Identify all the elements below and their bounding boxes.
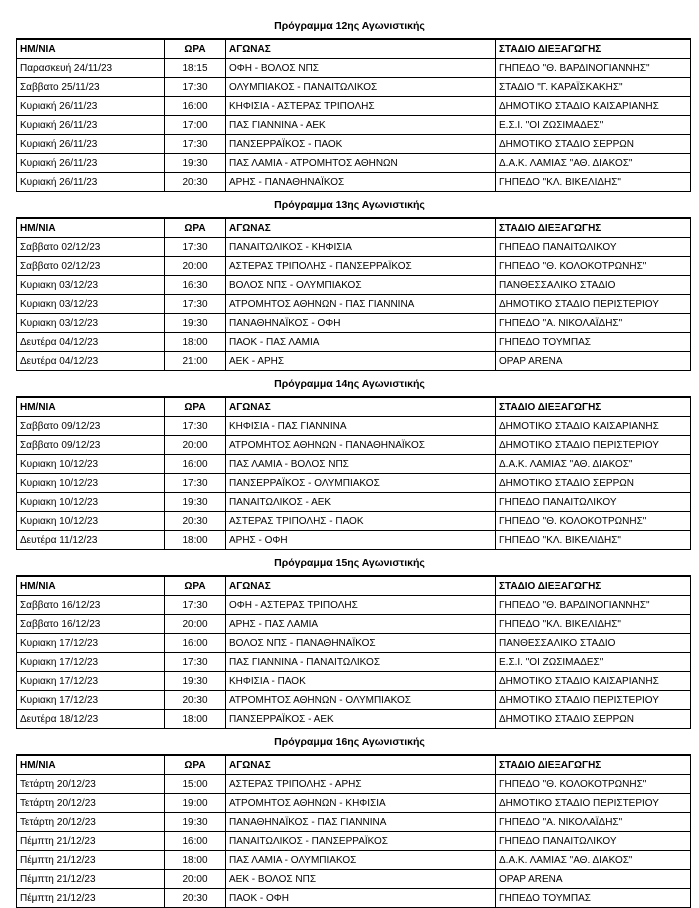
header-stadium: ΣΤΑΔΙΟ ΔΙΕΞΑΓΩΓΗΣ <box>496 397 691 417</box>
cell-date: Κυριακή 26/11/23 <box>17 154 165 173</box>
cell-time: 17:30 <box>165 135 226 154</box>
cell-time: 16:00 <box>165 455 226 474</box>
cell-stadium: ΔΗΜΟΤΙΚΟ ΣΤΑΔΙΟ ΣΕΡΡΩΝ <box>496 474 691 493</box>
cell-time: 19:30 <box>165 314 226 333</box>
header-row <box>17 576 691 596</box>
cell-time: 18:00 <box>165 710 226 729</box>
cell-time: 18:00 <box>165 531 226 550</box>
cell-date: Τετάρτη 20/12/23 <box>17 775 165 794</box>
cell-match: ΑΤΡΟΜΗΤΟΣ ΑΘΗΝΩΝ - ΚΗΦΙΣΙΑ <box>226 794 496 813</box>
table-row <box>17 615 691 634</box>
schedule-table <box>16 217 691 371</box>
header-match: ΑΓΩΝΑΣ <box>226 218 496 238</box>
header-date: ΗΜ/ΝΙΑ <box>17 755 165 775</box>
cell-time: 17:00 <box>165 116 226 135</box>
cell-date: Κυριακή 26/11/23 <box>17 135 165 154</box>
cell-match: ΚΗΦΙΣΙΑ - ΑΣΤΕΡΑΣ ΤΡΙΠΟΛΗΣ <box>226 97 496 116</box>
cell-stadium: ΓΗΠΕΔΟ "Θ. ΚΟΛΟΚΟΤΡΩΝΗΣ" <box>496 775 691 794</box>
cell-time: 15:00 <box>165 775 226 794</box>
cell-date: Κυριακη 03/12/23 <box>17 314 165 333</box>
table-row <box>17 870 691 889</box>
header-stadium: ΣΤΑΔΙΟ ΔΙΕΞΑΓΩΓΗΣ <box>496 576 691 596</box>
table-row <box>17 238 691 257</box>
cell-date: Πέμπτη 21/12/23 <box>17 832 165 851</box>
round-section <box>0 193 699 371</box>
cell-stadium: Δ.Α.Κ. ΛΑΜΙΑΣ "ΑΘ. ΔΙΑΚΟΣ" <box>496 455 691 474</box>
table-row <box>17 135 691 154</box>
cell-time: 19:30 <box>165 672 226 691</box>
cell-date: Κυριακη 17/12/23 <box>17 634 165 653</box>
cell-date: Κυριακή 26/11/23 <box>17 116 165 135</box>
header-date: ΗΜ/ΝΙΑ <box>17 397 165 417</box>
header-date: ΗΜ/ΝΙΑ <box>17 39 165 59</box>
cell-match: ΑΤΡΟΜΗΤΟΣ ΑΘΗΝΩΝ - ΟΛΥΜΠΙΑΚΟΣ <box>226 691 496 710</box>
round-title: Πρόγραμμα 15ης Αγωνιστικής <box>274 557 425 569</box>
cell-date: Σαββατο 02/12/23 <box>17 257 165 276</box>
table-row <box>17 775 691 794</box>
cell-time: 16:00 <box>165 832 226 851</box>
table-row <box>17 851 691 870</box>
table-row <box>17 832 691 851</box>
header-stadium: ΣΤΑΔΙΟ ΔΙΕΞΑΓΩΓΗΣ <box>496 39 691 59</box>
cell-date: Κυριακή 26/11/23 <box>17 173 165 192</box>
cell-time: 20:00 <box>165 870 226 889</box>
cell-time: 16:00 <box>165 97 226 116</box>
cell-date: Σαββατο 09/12/23 <box>17 436 165 455</box>
cell-stadium: ΓΗΠΕΔΟ ΠΑΝΑΙΤΩΛΙΚΟΥ <box>496 493 691 512</box>
cell-match: ΠΑΝΑΙΤΩΛΙΚΟΣ - ΚΗΦΙΣΙΑ <box>226 238 496 257</box>
cell-date: Κυριακη 03/12/23 <box>17 295 165 314</box>
cell-time: 20:30 <box>165 889 226 908</box>
cell-time: 19:30 <box>165 493 226 512</box>
cell-stadium: OPAP ARENA <box>496 870 691 889</box>
cell-date: Κυριακή 26/11/23 <box>17 97 165 116</box>
cell-stadium: ΔΗΜΟΤΙΚΟ ΣΤΑΔΙΟ ΠΕΡΙΣΤΕΡΙΟΥ <box>496 794 691 813</box>
cell-stadium: ΓΗΠΕΔΟ "Θ. ΒΑΡΔΙΝΟΓΙΑΝΝΗΣ" <box>496 596 691 615</box>
cell-date: Κυριακη 17/12/23 <box>17 653 165 672</box>
schedule-table <box>16 38 691 192</box>
table-row <box>17 333 691 352</box>
cell-stadium: ΓΗΠΕΔΟ ΠΑΝΑΙΤΩΛΙΚΟΥ <box>496 238 691 257</box>
cell-match: ΠΑΣ ΓΙΑΝΝΙΝΑ - ΠΑΝΑΙΤΩΛΙΚΟΣ <box>226 653 496 672</box>
table-row <box>17 314 691 333</box>
header-date: ΗΜ/ΝΙΑ <box>17 576 165 596</box>
cell-stadium: ΔΗΜΟΤΙΚΟ ΣΤΑΔΙΟ ΣΕΡΡΩΝ <box>496 135 691 154</box>
cell-match: ΟΛΥΜΠΙΑΚΟΣ - ΠΑΝΑΙΤΩΛΙΚΟΣ <box>226 78 496 97</box>
header-time: ΩΡΑ <box>165 39 226 59</box>
round-section <box>0 372 699 550</box>
cell-stadium: Δ.Α.Κ. ΛΑΜΙΑΣ "ΑΘ. ΔΙΑΚΟΣ" <box>496 154 691 173</box>
cell-date: Κυριακη 17/12/23 <box>17 672 165 691</box>
table-row <box>17 97 691 116</box>
round-section <box>0 14 699 192</box>
table-row <box>17 352 691 371</box>
cell-stadium: ΠΑΝΘΕΣΣΑΛΙΚΟ ΣΤΑΔΙΟ <box>496 276 691 295</box>
cell-time: 20:30 <box>165 691 226 710</box>
cell-date: Δευτέρα 04/12/23 <box>17 333 165 352</box>
table-row <box>17 813 691 832</box>
table-row <box>17 417 691 436</box>
header-row <box>17 397 691 417</box>
header-stadium: ΣΤΑΔΙΟ ΔΙΕΞΑΓΩΓΗΣ <box>496 755 691 775</box>
table-row <box>17 154 691 173</box>
cell-match: ΚΗΦΙΣΙΑ - ΠΑΟΚ <box>226 672 496 691</box>
cell-stadium: ΓΗΠΕΔΟ "Θ. ΚΟΛΟΚΟΤΡΩΝΗΣ" <box>496 512 691 531</box>
cell-date: Παρασκευή 24/11/23 <box>17 59 165 78</box>
cell-time: 18:00 <box>165 851 226 870</box>
header-match: ΑΓΩΝΑΣ <box>226 576 496 596</box>
cell-time: 16:00 <box>165 634 226 653</box>
cell-date: Κυριακη 10/12/23 <box>17 512 165 531</box>
cell-match: ΠΑΟΚ - ΟΦΗ <box>226 889 496 908</box>
cell-stadium: ΓΗΠΕΔΟ "ΚΛ. ΒΙΚΕΛΙΔΗΣ" <box>496 615 691 634</box>
cell-time: 17:30 <box>165 596 226 615</box>
cell-time: 20:30 <box>165 173 226 192</box>
cell-stadium: ΔΗΜΟΤΙΚΟ ΣΤΑΔΙΟ ΣΕΡΡΩΝ <box>496 710 691 729</box>
cell-match: ΟΦΗ - ΑΣΤΕΡΑΣ ΤΡΙΠΟΛΗΣ <box>226 596 496 615</box>
cell-match: ΑΕΚ - ΑΡΗΣ <box>226 352 496 371</box>
cell-stadium: ΔΗΜΟΤΙΚΟ ΣΤΑΔΙΟ ΚΑΙΣΑΡΙΑΝΗΣ <box>496 417 691 436</box>
cell-time: 19:30 <box>165 813 226 832</box>
cell-match: ΠΑΣ ΛΑΜΙΑ - ΟΛΥΜΠΙΑΚΟΣ <box>226 851 496 870</box>
cell-match: ΠΑΝΣΕΡΡΑΪΚΟΣ - ΠΑΟΚ <box>226 135 496 154</box>
table-row <box>17 59 691 78</box>
cell-stadium: ΠΑΝΘΕΣΣΑΛΙΚΟ ΣΤΑΔΙΟ <box>496 634 691 653</box>
cell-date: Κυριακη 03/12/23 <box>17 276 165 295</box>
round-section <box>0 730 699 908</box>
schedule-table <box>16 754 691 908</box>
cell-match: ΠΑΝΑΙΤΩΛΙΚΟΣ - ΠΑΝΣΕΡΡΑΪΚΟΣ <box>226 832 496 851</box>
cell-stadium: ΓΗΠΕΔΟ ΤΟΥΜΠΑΣ <box>496 333 691 352</box>
cell-date: Τετάρτη 20/12/23 <box>17 794 165 813</box>
cell-time: 20:30 <box>165 512 226 531</box>
cell-stadium: ΔΗΜΟΤΙΚΟ ΣΤΑΔΙΟ ΠΕΡΙΣΤΕΡΙΟΥ <box>496 436 691 455</box>
cell-stadium: ΔΗΜΟΤΙΚΟ ΣΤΑΔΙΟ ΠΕΡΙΣΤΕΡΙΟΥ <box>496 691 691 710</box>
header-row <box>17 39 691 59</box>
cell-match: ΑΤΡΟΜΗΤΟΣ ΑΘΗΝΩΝ - ΠΑΝΑΘΗΝΑΪΚΟΣ <box>226 436 496 455</box>
cell-time: 20:00 <box>165 615 226 634</box>
cell-stadium: ΔΗΜΟΤΙΚΟ ΣΤΑΔΙΟ ΚΑΙΣΑΡΙΑΝΗΣ <box>496 97 691 116</box>
cell-time: 20:00 <box>165 436 226 455</box>
cell-match: ΒΟΛΟΣ ΝΠΣ - ΠΑΝΑΘΗΝΑΪΚΟΣ <box>226 634 496 653</box>
cell-stadium: ΔΗΜΟΤΙΚΟ ΣΤΑΔΙΟ ΠΕΡΙΣΤΕΡΙΟΥ <box>496 295 691 314</box>
cell-time: 20:00 <box>165 257 226 276</box>
cell-time: 16:30 <box>165 276 226 295</box>
header-row <box>17 218 691 238</box>
cell-date: Σαββατο 25/11/23 <box>17 78 165 97</box>
cell-stadium: ΓΗΠΕΔΟ "ΚΛ. ΒΙΚΕΛΙΔΗΣ" <box>496 173 691 192</box>
cell-match: ΠΑΣ ΓΙΑΝΝΙΝΑ - ΑΕΚ <box>226 116 496 135</box>
cell-date: Κυριακη 17/12/23 <box>17 691 165 710</box>
cell-match: ΠΑΝΣΕΡΡΑΪΚΟΣ - ΑΕΚ <box>226 710 496 729</box>
round-title: Πρόγραμμα 12ης Αγωνιστικής <box>274 20 425 32</box>
cell-match: ΒΟΛΟΣ ΝΠΣ - ΟΛΥΜΠΙΑΚΟΣ <box>226 276 496 295</box>
cell-time: 17:30 <box>165 238 226 257</box>
table-row <box>17 116 691 135</box>
cell-stadium: ΓΗΠΕΔΟ "Α. ΝΙΚΟΛΑΪΔΗΣ" <box>496 813 691 832</box>
round-title: Πρόγραμμα 14ης Αγωνιστικής <box>274 378 425 390</box>
cell-match: ΑΡΗΣ - ΟΦΗ <box>226 531 496 550</box>
cell-match: ΚΗΦΙΣΙΑ - ΠΑΣ ΓΙΑΝΝΙΝΑ <box>226 417 496 436</box>
table-row <box>17 276 691 295</box>
cell-stadium: ΓΗΠΕΔΟ "ΚΛ. ΒΙΚΕΛΙΔΗΣ" <box>496 531 691 550</box>
cell-date: Πέμπτη 21/12/23 <box>17 851 165 870</box>
round-title: Πρόγραμμα 16ης Αγωνιστικής <box>274 736 425 748</box>
cell-match: ΑΣΤΕΡΑΣ ΤΡΙΠΟΛΗΣ - ΑΡΗΣ <box>226 775 496 794</box>
cell-time: 17:30 <box>165 295 226 314</box>
table-row <box>17 889 691 908</box>
cell-stadium: ΓΗΠΕΔΟ "Θ. ΚΟΛΟΚΟΤΡΩΝΗΣ" <box>496 257 691 276</box>
cell-time: 18:00 <box>165 333 226 352</box>
cell-date: Δευτέρα 18/12/23 <box>17 710 165 729</box>
table-row <box>17 596 691 615</box>
cell-date: Σαββατο 09/12/23 <box>17 417 165 436</box>
cell-time: 17:30 <box>165 417 226 436</box>
cell-date: Σαββατο 16/12/23 <box>17 615 165 634</box>
cell-match: ΠΑΟΚ - ΠΑΣ ΛΑΜΙΑ <box>226 333 496 352</box>
cell-match: ΑΡΗΣ - ΠΑΝΑΘΗΝΑΪΚΟΣ <box>226 173 496 192</box>
header-match: ΑΓΩΝΑΣ <box>226 755 496 775</box>
table-row <box>17 295 691 314</box>
cell-match: ΑΕΚ - ΒΟΛΟΣ ΝΠΣ <box>226 870 496 889</box>
cell-stadium: ΓΗΠΕΔΟ ΠΑΝΑΙΤΩΛΙΚΟΥ <box>496 832 691 851</box>
cell-match: ΑΣΤΕΡΑΣ ΤΡΙΠΟΛΗΣ - ΠΑΝΣΕΡΡΑΪΚΟΣ <box>226 257 496 276</box>
table-row <box>17 691 691 710</box>
cell-match: ΠΑΝΑΙΤΩΛΙΚΟΣ - ΑΕΚ <box>226 493 496 512</box>
table-row <box>17 173 691 192</box>
cell-date: Κυριακη 10/12/23 <box>17 474 165 493</box>
cell-date: Πέμπτη 21/12/23 <box>17 889 165 908</box>
header-row <box>17 755 691 775</box>
header-stadium: ΣΤΑΔΙΟ ΔΙΕΞΑΓΩΓΗΣ <box>496 218 691 238</box>
cell-date: Σαββατο 16/12/23 <box>17 596 165 615</box>
cell-stadium: ΓΗΠΕΔΟ "Α. ΝΙΚΟΛΑΪΔΗΣ" <box>496 314 691 333</box>
cell-time: 21:00 <box>165 352 226 371</box>
cell-time: 19:00 <box>165 794 226 813</box>
cell-date: Δευτέρα 04/12/23 <box>17 352 165 371</box>
table-row <box>17 257 691 276</box>
cell-time: 17:30 <box>165 474 226 493</box>
cell-date: Τετάρτη 20/12/23 <box>17 813 165 832</box>
header-time: ΩΡΑ <box>165 576 226 596</box>
table-row <box>17 512 691 531</box>
cell-stadium: ΣΤΑΔΙΟ "Γ. ΚΑΡΑΪΣΚΑΚΗΣ" <box>496 78 691 97</box>
round-title: Πρόγραμμα 13ης Αγωνιστικής <box>274 199 425 211</box>
table-row <box>17 493 691 512</box>
table-row <box>17 710 691 729</box>
table-row <box>17 436 691 455</box>
cell-stadium: OPAP ARENA <box>496 352 691 371</box>
cell-time: 18:15 <box>165 59 226 78</box>
table-row <box>17 672 691 691</box>
cell-match: ΑΡΗΣ - ΠΑΣ ΛΑΜΙΑ <box>226 615 496 634</box>
cell-stadium: ΔΗΜΟΤΙΚΟ ΣΤΑΔΙΟ ΚΑΙΣΑΡΙΑΝΗΣ <box>496 672 691 691</box>
header-time: ΩΡΑ <box>165 397 226 417</box>
header-time: ΩΡΑ <box>165 218 226 238</box>
table-row <box>17 455 691 474</box>
cell-match: ΠΑΝΑΘΗΝΑΪΚΟΣ - ΟΦΗ <box>226 314 496 333</box>
cell-match: ΠΑΝΑΘΗΝΑΪΚΟΣ - ΠΑΣ ΓΙΑΝΝΙΝΑ <box>226 813 496 832</box>
cell-match: ΠΑΣ ΛΑΜΙΑ - ΑΤΡΟΜΗΤΟΣ ΑΘΗΝΩΝ <box>226 154 496 173</box>
header-time: ΩΡΑ <box>165 755 226 775</box>
cell-match: ΠΑΝΣΕΡΡΑΪΚΟΣ - ΟΛΥΜΠΙΑΚΟΣ <box>226 474 496 493</box>
table-row <box>17 474 691 493</box>
cell-stadium: ΓΗΠΕΔΟ ΤΟΥΜΠΑΣ <box>496 889 691 908</box>
header-match: ΑΓΩΝΑΣ <box>226 39 496 59</box>
cell-stadium: Δ.Α.Κ. ΛΑΜΙΑΣ "ΑΘ. ΔΙΑΚΟΣ" <box>496 851 691 870</box>
cell-match: ΑΣΤΕΡΑΣ ΤΡΙΠΟΛΗΣ - ΠΑΟΚ <box>226 512 496 531</box>
table-row <box>17 531 691 550</box>
table-row <box>17 794 691 813</box>
cell-date: Σαββατο 02/12/23 <box>17 238 165 257</box>
cell-time: 19:30 <box>165 154 226 173</box>
cell-match: ΠΑΣ ΛΑΜΙΑ - ΒΟΛΟΣ ΝΠΣ <box>226 455 496 474</box>
schedule-table <box>16 396 691 550</box>
cell-date: Κυριακη 10/12/23 <box>17 455 165 474</box>
header-match: ΑΓΩΝΑΣ <box>226 397 496 417</box>
table-row <box>17 78 691 97</box>
cell-date: Κυριακη 10/12/23 <box>17 493 165 512</box>
cell-time: 17:30 <box>165 78 226 97</box>
table-row <box>17 634 691 653</box>
cell-match: ΟΦΗ - ΒΟΛΟΣ ΝΠΣ <box>226 59 496 78</box>
schedule-table <box>16 575 691 729</box>
cell-match: ΑΤΡΟΜΗΤΟΣ ΑΘΗΝΩΝ - ΠΑΣ ΓΙΑΝΝΙΝΑ <box>226 295 496 314</box>
round-section <box>0 551 699 729</box>
table-row <box>17 653 691 672</box>
cell-date: Δευτέρα 11/12/23 <box>17 531 165 550</box>
header-date: ΗΜ/ΝΙΑ <box>17 218 165 238</box>
cell-stadium: Ε.Σ.Ι. "ΟΙ ΖΩΣΙΜΑΔΕΣ" <box>496 116 691 135</box>
cell-date: Πέμπτη 21/12/23 <box>17 870 165 889</box>
cell-stadium: ΓΗΠΕΔΟ "Θ. ΒΑΡΔΙΝΟΓΙΑΝΝΗΣ" <box>496 59 691 78</box>
cell-time: 17:30 <box>165 653 226 672</box>
cell-stadium: Ε.Σ.Ι. "ΟΙ ΖΩΣΙΜΑΔΕΣ" <box>496 653 691 672</box>
